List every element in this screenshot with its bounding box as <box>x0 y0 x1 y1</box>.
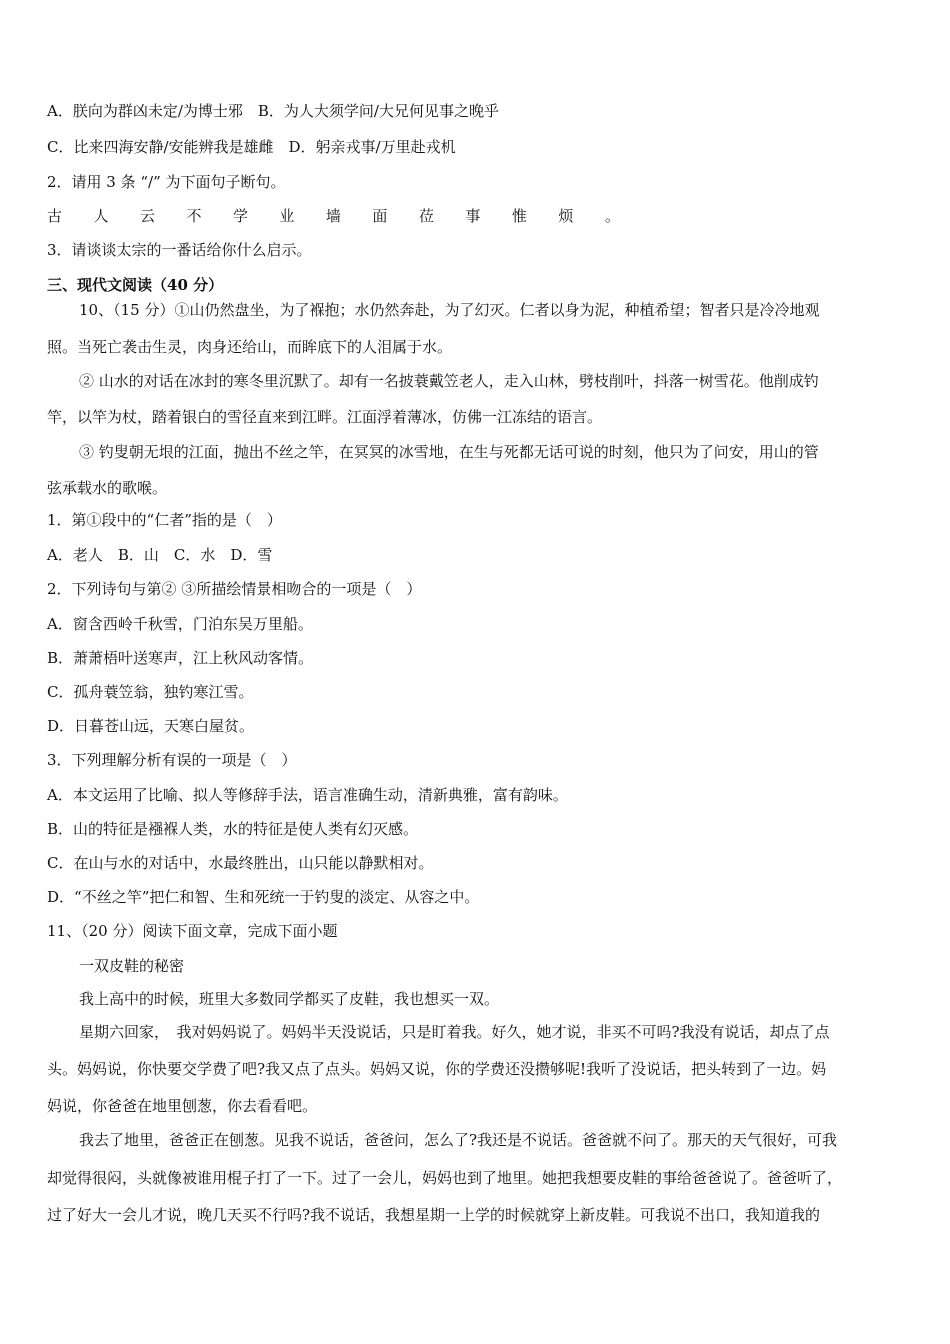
char: 烦 <box>558 207 574 225</box>
article-title: 一双皮鞋的秘密 <box>79 957 185 975</box>
paragraph-line: 照。当死亡袭击生灵，肉身还给山，而眸底下的人泪属于水。 <box>47 338 453 356</box>
char: 业 <box>279 207 295 225</box>
paragraph-line: 头。妈妈说，你快要交学费了吧?我又点了点头。妈妈又说，你的学费还没攒够呢!我听了没说话，把头转到了一边。妈 <box>47 1060 827 1078</box>
question-line: 1．第①段中的“仁者”指的是（ ） <box>47 511 282 529</box>
paragraph-line: 我去了地里，爸爸正在刨葱。见我不说话，爸爸问，怎么了?我还是不说话。爸爸就不问了。那天的天气很好，可我 <box>79 1131 838 1149</box>
char: 莅 <box>418 207 434 225</box>
paragraph-line: ② 山水的对话在冰封的寒冬里沉默了。却有一名披蓑戴笠老人，走入山林，劈枝削叶，抖落一树雪花。他削成钓 <box>79 372 819 390</box>
paragraph-line: 妈说，你爸爸在地里刨葱，你去看看吧。 <box>47 1097 318 1115</box>
char: 古 <box>47 207 63 225</box>
spaced-sentence <box>47 206 620 226</box>
option-line: A．老人 B．山 C．水 D．雪 <box>47 546 273 564</box>
paragraph-line: ③ 钓叟朝无垠的江面，抛出不丝之竿，在冥冥的冰雪地，在生与死都无话可说的时刻，他只为了问安，用山的管 <box>79 443 819 461</box>
char: 面 <box>372 207 388 225</box>
question-11-line: 11、（20 分）阅读下面文章，完成下面小题 <box>47 922 338 940</box>
option-line: C．孤舟蓑笠翁，独钓寒江雪。 <box>47 683 254 701</box>
section-heading: 三、现代文阅读（40 分） <box>47 276 224 294</box>
paragraph-line: 10、（15 分）①山仍然盘坐，为了褓抱；水仍然奔赴，为了幻灭。仁者以身为泥，种植希望；智者只是冷冷地观 <box>79 301 820 319</box>
question-line: 3．下列理解分析有误的一项是（ ） <box>47 751 297 769</box>
paragraph-line: 竿，以竿为杖，踏着银白的雪径直来到江畔。江面浮着薄冰，仿佛一江冻结的语言。 <box>47 408 603 426</box>
question-line: 2．下列诗句与第② ③所描绘情景相吻合的一项是（ ） <box>47 580 422 598</box>
option-line: B．萧萧梧叶送寒声，江上秋风动客情。 <box>47 649 314 667</box>
char: 墙 <box>325 207 341 225</box>
option-line: A．本文运用了比喻、拟人等修辞手法，语言准确生动，清新典雅，富有韵味。 <box>47 786 568 804</box>
char: 。 <box>604 207 620 225</box>
paragraph-line: 却觉得很闷，头就像被谁用棍子打了一下。过了一会儿，妈妈也到了地里。她把我想要皮鞋的事给爸爸说了。爸爸听了， <box>47 1169 843 1187</box>
option-line-ab: A．朕向为群凶未定/为博士邪 B．为人大须学问/大兄何见事之晚乎 <box>47 102 499 120</box>
option-line: D．日暮苍山远，天寒白屋贫。 <box>47 717 255 735</box>
paragraph-line: 弦承载水的歌喉。 <box>47 479 168 497</box>
char: 学 <box>232 207 248 225</box>
char: 云 <box>139 207 155 225</box>
char: 事 <box>465 207 481 225</box>
option-line: A．窗含西岭千秋雪，门泊东吴万里船。 <box>47 615 313 633</box>
char: 人 <box>93 207 109 225</box>
question-3-line: 3．请谈谈太宗的一番话给你什么启示。 <box>47 241 312 259</box>
paragraph-line: 我上高中的时候，班里大多数同学都买了皮鞋，我也想买一双。 <box>79 990 500 1008</box>
question-2-line: 2．请用 3 条 “/” 为下面句子断句。 <box>47 173 286 191</box>
option-line: C．在山与水的对话中，水最终胜出，山只能以静默相对。 <box>47 854 434 872</box>
paragraph-line: 过了好大一会儿才说，晚几天买不行吗?我不说话，我想星期一上学的时候就穿上新皮鞋。可我说不出口，我知道我的 <box>47 1206 821 1224</box>
option-line-cd: C．比来四海安静/安能辨我是雄雌 D．躬亲戎事/万里赴戎机 <box>47 138 456 156</box>
option-line: B．山的特征是襁褓人类，水的特征是使人类有幻灭感。 <box>47 820 419 838</box>
char: 不 <box>186 207 202 225</box>
option-line: D．“不丝之竿”把仁和智、生和死统一于钓叟的淡定、从容之中。 <box>47 888 480 906</box>
paragraph-line: 星期六回家， 我对妈妈说了。妈妈半天没说话，只是盯着我。好久，她才说，非买不可吗?我没有说话，却点了点 <box>79 1023 830 1041</box>
char: 惟 <box>511 207 527 225</box>
